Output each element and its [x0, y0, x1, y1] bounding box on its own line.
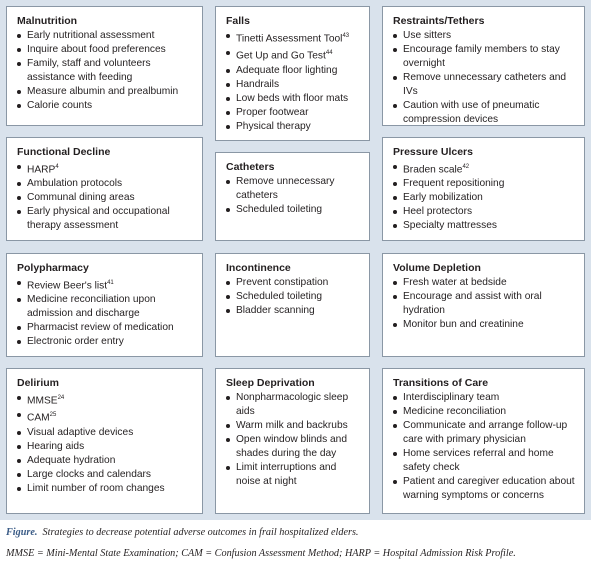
- box-title: Restraints/Tethers: [393, 15, 485, 27]
- box-title: Polypharmacy: [17, 262, 89, 274]
- box-title: Catheters: [226, 161, 275, 173]
- list-item: Fresh water at bedside: [393, 276, 576, 290]
- list-item: Ambulation protocols: [17, 177, 194, 191]
- delirium-box: [6, 368, 203, 514]
- list-item: Early nutritional assessment: [17, 29, 194, 43]
- list-item: Scheduled toileting: [226, 203, 361, 217]
- volume-depletion-box: [382, 253, 585, 357]
- list-item: Pharmacist review of medication: [17, 321, 194, 335]
- strategy-list: [226, 276, 361, 318]
- list-item: Calorie counts: [17, 99, 194, 113]
- list-item: Prevent constipation: [226, 276, 361, 290]
- list-item: Heel protectors: [393, 205, 576, 219]
- list-item: Adequate hydration: [17, 454, 194, 468]
- list-item: Adequate floor lighting: [226, 64, 361, 78]
- list-item: Bladder scanning: [226, 304, 361, 318]
- list-item: Monitor bun and creatinine: [393, 318, 576, 332]
- list-item: Electronic order entry: [17, 335, 194, 349]
- catheters-box: [215, 152, 370, 241]
- list-item: Early physical and occupational therapy assessment: [17, 205, 194, 233]
- list-item: Visual adaptive devices: [17, 426, 194, 440]
- list-item: Medicine reconciliation upon admission and discharge: [17, 293, 194, 321]
- list-item: Get Up and Go Test$^{44}$: [226, 46, 361, 63]
- list-item: CAM$^{25}$: [17, 408, 194, 425]
- strategy-list: [226, 29, 361, 134]
- list-item: Measure albumin and prealbumin: [17, 85, 194, 99]
- list-item: HARP$^4$: [17, 160, 194, 177]
- functional-decline-box: [6, 137, 203, 241]
- list-item: Medicine reconciliation: [393, 405, 576, 419]
- strategy-list: [393, 29, 576, 127]
- list-item: Review Beer's list$^{41}$: [17, 276, 194, 293]
- list-item: Limit interruptions and noise at night: [226, 461, 361, 489]
- list-item: Communicate and arrange follow-up care with primary physician: [393, 419, 576, 447]
- list-item: Interdisciplinary team: [393, 391, 576, 405]
- list-item: Caution with use of pneumatic compression devices: [393, 99, 576, 127]
- strategy-list: [226, 391, 361, 489]
- caption-text: Strategies to decrease potential adverse outcomes in frail hospitalized elders.: [42, 527, 359, 538]
- pressure-ulcers-box: [382, 137, 585, 241]
- list-item: Large clocks and calendars: [17, 468, 194, 482]
- box-title: Volume Depletion: [393, 262, 481, 274]
- list-item: Scheduled toileting: [226, 290, 361, 304]
- list-item: Communal dining areas: [17, 191, 194, 205]
- falls-box: [215, 6, 370, 141]
- polypharmacy-box: [6, 253, 203, 357]
- box-title: Incontinence: [226, 262, 291, 274]
- list-item: Open window blinds and shades during the day: [226, 433, 361, 461]
- list-item: Home services referral and home safety check: [393, 447, 576, 475]
- list-item: Proper footwear: [226, 106, 361, 120]
- strategy-list: [17, 29, 194, 113]
- list-item: Use sitters: [393, 29, 576, 43]
- list-item: Nonpharmacologic sleep aids: [226, 391, 361, 419]
- list-item: MMSE$^{24}$: [17, 391, 194, 408]
- box-title: Malnutrition: [17, 15, 78, 27]
- strategy-list: [393, 276, 576, 332]
- figure-caption: [6, 526, 591, 568]
- list-item: Remove unnecessary catheters: [226, 175, 361, 203]
- malnutrition-box: [6, 6, 203, 126]
- list-item: Handrails: [226, 78, 361, 92]
- box-title: Delirium: [17, 377, 60, 389]
- incontinence-box: [215, 253, 370, 357]
- list-item: Encourage family members to stay overnight: [393, 43, 576, 71]
- list-item: Warm milk and backrubs: [226, 419, 361, 433]
- list-item: Braden scale$^{42}$: [393, 160, 576, 177]
- caption-line: [6, 526, 591, 539]
- list-item: Encourage and assist with oral hydration: [393, 290, 576, 318]
- list-item: Early mobilization: [393, 191, 576, 205]
- list-item: Low beds with floor mats: [226, 92, 361, 106]
- list-item: Remove unnecessary catheters and IVs: [393, 71, 576, 99]
- list-item: Hearing aids: [17, 440, 194, 454]
- strategy-list: [393, 160, 576, 233]
- box-title: Transitions of Care: [393, 377, 489, 389]
- strategy-list: [17, 391, 194, 496]
- box-title: Pressure Ulcers: [393, 146, 473, 158]
- box-title: Sleep Deprivation: [226, 377, 315, 389]
- restraints-tethers-box: [382, 6, 585, 126]
- abbreviations-line: MMSE = Mini-Mental State Examination; CAM = Confusion Assessment Method; HARP = Hospital Admission Risk Profile.: [6, 548, 516, 559]
- list-item: Limit number of room changes: [17, 482, 194, 496]
- list-item: Tinetti Assessment Tool$^{43}$: [226, 29, 361, 46]
- sleep-deprivation-box: [215, 368, 370, 514]
- list-item: Physical therapy: [226, 120, 361, 134]
- strategy-list: [226, 175, 361, 217]
- strategy-list: [393, 391, 576, 503]
- box-title: Functional Decline: [17, 146, 111, 158]
- box-title: Falls: [226, 15, 250, 27]
- list-item: Frequent repositioning: [393, 177, 576, 191]
- strategy-list: [17, 160, 194, 233]
- strategy-list: [17, 276, 194, 349]
- list-item: Specialty mattresses: [393, 219, 576, 233]
- transitions-of-care-box: [382, 368, 585, 514]
- list-item: Patient and caregiver education about warning symptoms or concerns: [393, 475, 576, 503]
- figure-label: Figure.: [6, 527, 38, 538]
- list-item: Inquire about food preferences: [17, 43, 194, 57]
- list-item: Family, staff and volunteers assistance with feeding: [17, 57, 194, 85]
